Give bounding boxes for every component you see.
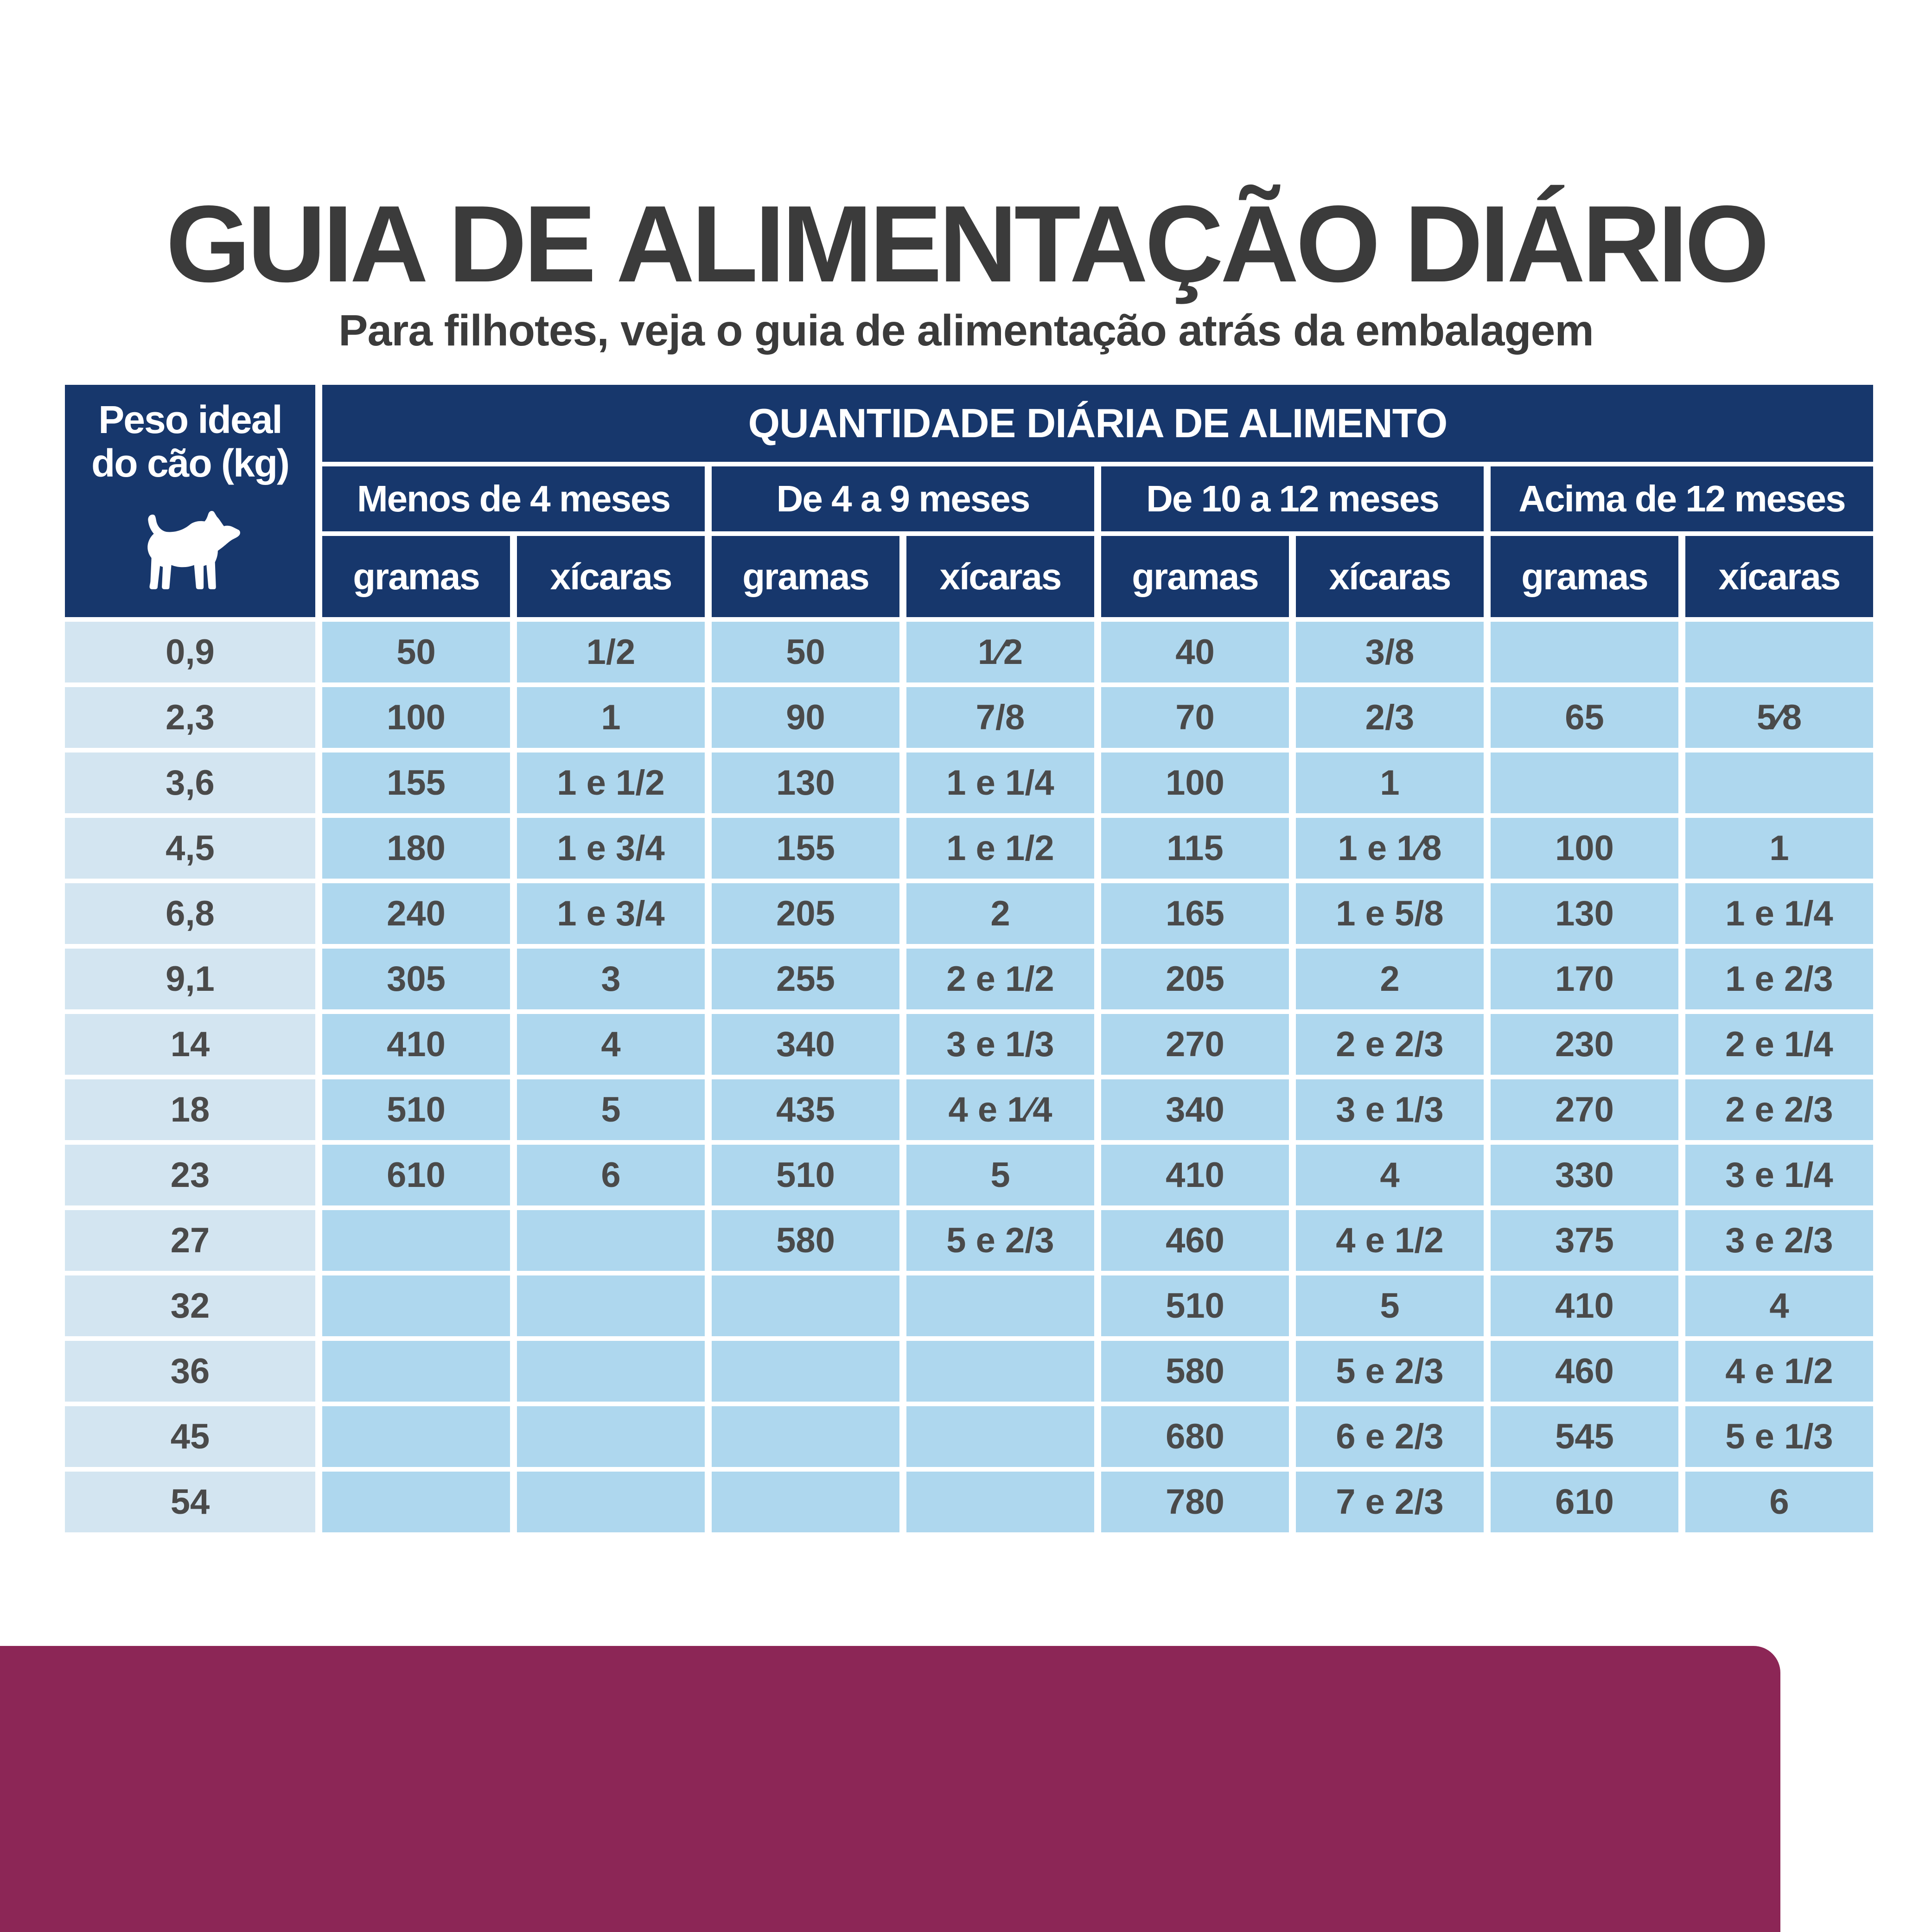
value-cell: 1⁄2 bbox=[906, 622, 1094, 682]
weight-cell: 32 bbox=[65, 1275, 315, 1336]
value-cell: 2 bbox=[1296, 949, 1484, 1009]
page-subtitle: Para filhotes, veja o guia de alimentação atrás da embalagem bbox=[338, 306, 1594, 355]
value-cell: 5 e 2/3 bbox=[1296, 1341, 1484, 1402]
value-cell bbox=[712, 1275, 899, 1336]
value-cell: 1 e 1/4 bbox=[1685, 883, 1873, 944]
weight-cell: 54 bbox=[65, 1472, 315, 1532]
value-cell bbox=[906, 1472, 1094, 1532]
value-cell: 460 bbox=[1491, 1341, 1678, 1402]
value-cell: 6 bbox=[1685, 1472, 1873, 1532]
weight-cell: 36 bbox=[65, 1341, 315, 1402]
value-cell: 1 bbox=[1685, 818, 1873, 879]
unit-header-grams: gramas bbox=[322, 536, 510, 617]
quantity-header: QUANTIDADE DIÁRIA DE ALIMENTO bbox=[322, 385, 1873, 462]
value-cell: 340 bbox=[712, 1014, 899, 1075]
value-cell: 5 bbox=[906, 1145, 1094, 1205]
value-cell: 610 bbox=[322, 1145, 510, 1205]
weight-cell: 2,3 bbox=[65, 687, 315, 748]
weight-column-header bbox=[65, 385, 315, 617]
weight-cell: 6,8 bbox=[65, 883, 315, 944]
weight-cell: 9,1 bbox=[65, 949, 315, 1009]
value-cell: 1 e 1⁄8 bbox=[1296, 818, 1484, 879]
value-cell bbox=[712, 1341, 899, 1402]
value-cell bbox=[1491, 622, 1678, 682]
weight-header-line1: Peso ideal bbox=[98, 398, 282, 441]
value-cell: 240 bbox=[322, 883, 510, 944]
value-cell: 5 bbox=[517, 1079, 705, 1140]
value-cell: 7/8 bbox=[906, 687, 1094, 748]
value-cell: 4 e 1/2 bbox=[1685, 1341, 1873, 1402]
value-cell bbox=[322, 1406, 510, 1467]
value-cell bbox=[517, 1406, 705, 1467]
value-cell bbox=[517, 1210, 705, 1271]
value-cell: 460 bbox=[1101, 1210, 1289, 1271]
value-cell: 100 bbox=[1491, 818, 1678, 879]
value-cell: 1 bbox=[517, 687, 705, 748]
value-cell: 4 bbox=[1296, 1145, 1484, 1205]
value-cell: 65 bbox=[1491, 687, 1678, 748]
unit-header-cups: xícaras bbox=[906, 536, 1094, 617]
value-cell: 4 bbox=[517, 1014, 705, 1075]
value-cell: 6 e 2/3 bbox=[1296, 1406, 1484, 1467]
value-cell: 255 bbox=[712, 949, 899, 1009]
value-cell: 180 bbox=[322, 818, 510, 879]
value-cell bbox=[322, 1341, 510, 1402]
value-cell: 3 bbox=[517, 949, 705, 1009]
value-cell: 330 bbox=[1491, 1145, 1678, 1205]
value-cell: 130 bbox=[712, 752, 899, 813]
value-cell bbox=[712, 1406, 899, 1467]
value-cell: 410 bbox=[1491, 1275, 1678, 1336]
value-cell: 410 bbox=[322, 1014, 510, 1075]
age-group-header-under-4-months: Menos de 4 meses bbox=[322, 466, 705, 531]
weight-cell: 18 bbox=[65, 1079, 315, 1140]
value-cell: 165 bbox=[1101, 883, 1289, 944]
value-cell: 2/3 bbox=[1296, 687, 1484, 748]
value-cell: 510 bbox=[1101, 1275, 1289, 1336]
footer-accent-bar bbox=[0, 1646, 1780, 1932]
value-cell: 5 bbox=[1296, 1275, 1484, 1336]
value-cell: 1 e 3/4 bbox=[517, 883, 705, 944]
value-cell bbox=[712, 1472, 899, 1532]
value-cell: 3/8 bbox=[1296, 622, 1484, 682]
unit-header-grams: gramas bbox=[1491, 536, 1678, 617]
value-cell: 435 bbox=[712, 1079, 899, 1140]
value-cell bbox=[906, 1341, 1094, 1402]
value-cell: 3 e 1/3 bbox=[906, 1014, 1094, 1075]
value-cell: 205 bbox=[1101, 949, 1289, 1009]
value-cell bbox=[517, 1472, 705, 1532]
value-cell: 5⁄8 bbox=[1685, 687, 1873, 748]
value-cell bbox=[517, 1275, 705, 1336]
value-cell: 170 bbox=[1491, 949, 1678, 1009]
value-cell: 680 bbox=[1101, 1406, 1289, 1467]
value-cell: 780 bbox=[1101, 1472, 1289, 1532]
unit-header-cups: xícaras bbox=[1685, 536, 1873, 617]
value-cell: 2 e 1/4 bbox=[1685, 1014, 1873, 1075]
value-cell bbox=[906, 1275, 1094, 1336]
weight-cell: 0,9 bbox=[65, 622, 315, 682]
value-cell: 305 bbox=[322, 949, 510, 1009]
value-cell: 2 e 1/2 bbox=[906, 949, 1094, 1009]
age-group-header-10-to-12-months: De 10 a 12 meses bbox=[1101, 466, 1484, 531]
weight-cell: 45 bbox=[65, 1406, 315, 1467]
value-cell: 3 e 2/3 bbox=[1685, 1210, 1873, 1271]
value-cell: 3 e 1/4 bbox=[1685, 1145, 1873, 1205]
value-cell: 1 e 1/2 bbox=[906, 818, 1094, 879]
value-cell: 115 bbox=[1101, 818, 1289, 879]
unit-header-grams: gramas bbox=[712, 536, 899, 617]
value-cell: 580 bbox=[712, 1210, 899, 1271]
value-cell bbox=[1685, 752, 1873, 813]
value-cell: 1/2 bbox=[517, 622, 705, 682]
value-cell: 1 e 1/4 bbox=[906, 752, 1094, 813]
value-cell bbox=[1491, 752, 1678, 813]
age-group-header-over-12-months: Acima de 12 meses bbox=[1491, 466, 1873, 531]
value-cell: 270 bbox=[1491, 1079, 1678, 1140]
value-cell: 155 bbox=[322, 752, 510, 813]
value-cell: 270 bbox=[1101, 1014, 1289, 1075]
age-group-header-4-to-9-months: De 4 a 9 meses bbox=[712, 466, 1094, 531]
weight-cell: 23 bbox=[65, 1145, 315, 1205]
value-cell: 50 bbox=[712, 622, 899, 682]
unit-header-grams: gramas bbox=[1101, 536, 1289, 617]
dog-icon bbox=[138, 509, 242, 594]
feeding-guide-table bbox=[65, 385, 1873, 1532]
value-cell: 510 bbox=[712, 1145, 899, 1205]
value-cell: 205 bbox=[712, 883, 899, 944]
value-cell: 100 bbox=[322, 687, 510, 748]
value-cell: 4 e 1⁄4 bbox=[906, 1079, 1094, 1140]
value-cell: 510 bbox=[322, 1079, 510, 1140]
weight-cell: 27 bbox=[65, 1210, 315, 1271]
value-cell: 340 bbox=[1101, 1079, 1289, 1140]
weight-cell: 3,6 bbox=[65, 752, 315, 813]
value-cell bbox=[322, 1210, 510, 1271]
value-cell: 545 bbox=[1491, 1406, 1678, 1467]
value-cell: 70 bbox=[1101, 687, 1289, 748]
value-cell: 2 bbox=[906, 883, 1094, 944]
value-cell: 50 bbox=[322, 622, 510, 682]
value-cell: 5 e 1/3 bbox=[1685, 1406, 1873, 1467]
value-cell: 40 bbox=[1101, 622, 1289, 682]
unit-header-cups: xícaras bbox=[1296, 536, 1484, 617]
value-cell: 2 e 2/3 bbox=[1685, 1079, 1873, 1140]
value-cell: 90 bbox=[712, 687, 899, 748]
value-cell: 5 e 2/3 bbox=[906, 1210, 1094, 1271]
weight-header-line2: do cão (kg) bbox=[91, 441, 289, 485]
value-cell: 7 e 2/3 bbox=[1296, 1472, 1484, 1532]
weight-cell: 14 bbox=[65, 1014, 315, 1075]
value-cell: 6 bbox=[517, 1145, 705, 1205]
value-cell: 1 e 5/8 bbox=[1296, 883, 1484, 944]
value-cell: 1 bbox=[1296, 752, 1484, 813]
value-cell: 155 bbox=[712, 818, 899, 879]
value-cell: 4 bbox=[1685, 1275, 1873, 1336]
value-cell: 2 e 2/3 bbox=[1296, 1014, 1484, 1075]
value-cell: 1 e 2/3 bbox=[1685, 949, 1873, 1009]
value-cell bbox=[1685, 622, 1873, 682]
value-cell: 1 e 1/2 bbox=[517, 752, 705, 813]
value-cell: 230 bbox=[1491, 1014, 1678, 1075]
value-cell: 610 bbox=[1491, 1472, 1678, 1532]
value-cell: 100 bbox=[1101, 752, 1289, 813]
value-cell: 3 e 1/3 bbox=[1296, 1079, 1484, 1140]
weight-cell: 4,5 bbox=[65, 818, 315, 879]
value-cell: 580 bbox=[1101, 1341, 1289, 1402]
page-title: GUIA DE ALIMENTAÇÃO DIÁRIO bbox=[166, 183, 1766, 305]
value-cell: 410 bbox=[1101, 1145, 1289, 1205]
value-cell: 130 bbox=[1491, 883, 1678, 944]
unit-header-cups: xícaras bbox=[517, 536, 705, 617]
value-cell: 375 bbox=[1491, 1210, 1678, 1271]
value-cell bbox=[906, 1406, 1094, 1467]
value-cell: 4 e 1/2 bbox=[1296, 1210, 1484, 1271]
value-cell bbox=[322, 1275, 510, 1336]
value-cell bbox=[322, 1472, 510, 1532]
value-cell bbox=[517, 1341, 705, 1402]
value-cell: 1 e 3/4 bbox=[517, 818, 705, 879]
